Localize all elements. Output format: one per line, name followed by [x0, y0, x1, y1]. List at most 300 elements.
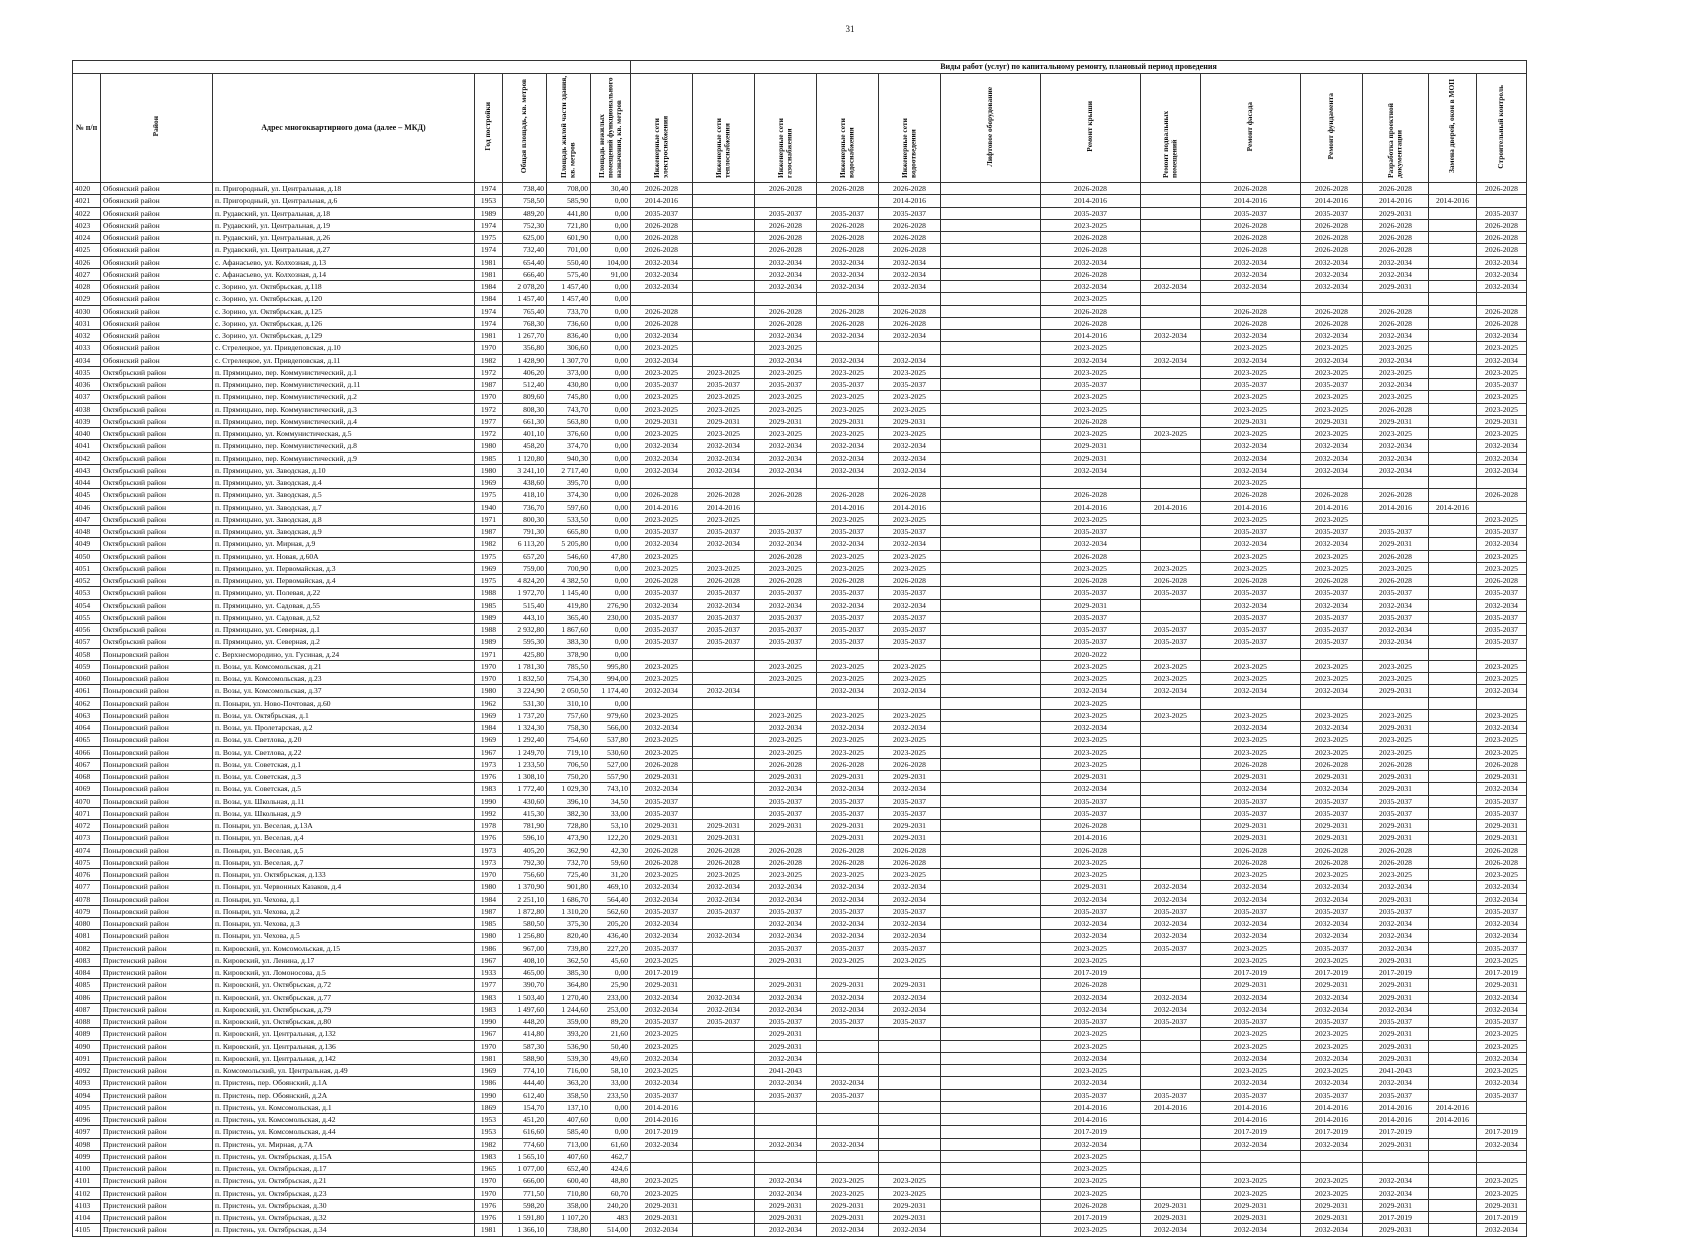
table-cell: 2029-2031 — [1363, 415, 1429, 427]
table-cell — [1201, 293, 1301, 305]
table-cell: 2032-2034 — [817, 685, 879, 697]
table-cell: 2014-2016 — [1301, 501, 1363, 513]
table-cell: 1974 — [475, 219, 503, 231]
table-cell: 1982 — [475, 538, 503, 550]
table-cell: 2026-2028 — [1201, 219, 1301, 231]
table-cell: 1 292,40 — [503, 734, 547, 746]
table-cell: 2023-2025 — [1201, 734, 1301, 746]
table-cell: 4044 — [73, 477, 101, 489]
table-cell: 2023-2025 — [755, 562, 817, 574]
table-cell: 700,90 — [547, 562, 591, 574]
table-cell — [941, 820, 1041, 832]
table-cell: 1985 — [475, 599, 503, 611]
table-cell: 4096 — [73, 1114, 101, 1126]
table-cell: 2023-2025 — [1477, 342, 1527, 354]
table-cell: 4049 — [73, 538, 101, 550]
table-cell: 2032-2034 — [879, 685, 941, 697]
table-cell: 2032-2034 — [1363, 1077, 1429, 1089]
table-cell: 2035-2037 — [631, 942, 693, 954]
table-cell: 2032-2034 — [755, 464, 817, 476]
table-cell: 2029-2031 — [631, 1212, 693, 1224]
table-cell: 654,40 — [503, 256, 547, 268]
table-cell: 2023-2025 — [1201, 1175, 1301, 1187]
table-cell: 2035-2037 — [1363, 1016, 1429, 1028]
table-cell: 2032-2034 — [1301, 452, 1363, 464]
table-cell — [941, 1101, 1041, 1113]
table-cell — [817, 648, 879, 660]
column-header-12 — [941, 74, 1041, 183]
table-cell: Октябрьский район — [101, 624, 213, 636]
table-cell — [879, 1101, 941, 1113]
table-cell — [1429, 317, 1477, 329]
table-cell: 1 781,30 — [503, 660, 547, 672]
table-cell: 2017-2019 — [631, 967, 693, 979]
table-cell: п. Возы, ул. Советская, д.1 — [213, 758, 475, 770]
table-cell: 1 244,60 — [547, 1003, 591, 1015]
table-cell — [693, 1175, 755, 1187]
table-row — [73, 415, 1527, 427]
table-cell: 2014-2016 — [631, 501, 693, 513]
column-header-8 — [693, 74, 755, 183]
table-cell: 137,10 — [547, 1101, 591, 1113]
table-cell — [1141, 869, 1201, 881]
table-row — [73, 1077, 1527, 1089]
table-cell: 2023-2025 — [1477, 428, 1527, 440]
table-cell: 2035-2037 — [1363, 526, 1429, 538]
table-cell: 2023-2025 — [1041, 1163, 1141, 1175]
table-cell — [1429, 746, 1477, 758]
table-cell: п. Пристень, ул. Комсомольская, д.1 — [213, 1101, 475, 1113]
table-cell: 2032-2034 — [1301, 1052, 1363, 1064]
table-cell: 376,60 — [547, 428, 591, 440]
table-cell: 2029-2031 — [1363, 685, 1429, 697]
table-cell: 2032-2034 — [693, 930, 755, 942]
table-cell: Обоянский район — [101, 244, 213, 256]
table-cell: 2035-2037 — [817, 207, 879, 219]
table-cell — [1429, 783, 1477, 795]
table-cell: 4039 — [73, 415, 101, 427]
table-cell: 2032-2034 — [755, 354, 817, 366]
table-cell: 1 270,40 — [547, 991, 591, 1003]
table-cell: Поныровский район — [101, 722, 213, 734]
table-cell: 2029-2031 — [1301, 1212, 1363, 1224]
table-cell: 2029-2031 — [1363, 832, 1429, 844]
table-row — [73, 428, 1527, 440]
table-cell: 2026-2028 — [631, 317, 693, 329]
table-cell: 2026-2028 — [1301, 856, 1363, 868]
table-cell — [693, 746, 755, 758]
table-cell: 2032-2034 — [1041, 722, 1141, 734]
table-cell: Поныровский район — [101, 673, 213, 685]
table-cell — [941, 1028, 1041, 1040]
table-cell — [1429, 660, 1477, 672]
table-cell: 1985 — [475, 452, 503, 464]
table-cell: 2032-2034 — [1201, 256, 1301, 268]
table-cell: 30,40 — [591, 183, 631, 195]
table-cell: 2023-2025 — [1363, 562, 1429, 574]
table-row — [73, 685, 1527, 697]
table-row — [73, 195, 1527, 207]
table-cell: 2029-2031 — [1301, 820, 1363, 832]
table-cell: 2032-2034 — [755, 930, 817, 942]
table-cell: 2035-2037 — [1363, 807, 1429, 819]
table-cell: 2014-2016 — [1041, 195, 1141, 207]
table-cell: 21,60 — [591, 1028, 631, 1040]
table-cell: 2026-2028 — [817, 489, 879, 501]
table-cell: 2023-2025 — [1477, 513, 1527, 525]
table-cell — [631, 697, 693, 709]
table-cell: 2035-2037 — [1301, 624, 1363, 636]
table-cell: 2023-2025 — [1041, 1040, 1141, 1052]
table-cell: 276,90 — [591, 599, 631, 611]
table-cell: 666,40 — [503, 268, 547, 280]
table-cell: 771,50 — [503, 1187, 547, 1199]
table-cell: 2035-2037 — [1301, 526, 1363, 538]
table-cell: 2035-2037 — [631, 1016, 693, 1028]
table-cell: 2023-2025 — [1477, 1065, 1527, 1077]
table-cell: 0,00 — [591, 648, 631, 660]
table-cell — [693, 734, 755, 746]
column-header-9 — [755, 74, 817, 183]
table-cell — [1141, 1065, 1201, 1077]
table-cell: 4073 — [73, 832, 101, 844]
table-cell: 2035-2037 — [1041, 807, 1141, 819]
table-cell: п. Кировский, ул. Комсомольская, д.15 — [213, 942, 475, 954]
table-cell: 2023-2025 — [817, 954, 879, 966]
table-cell: Пристенский район — [101, 1175, 213, 1187]
table-cell — [1041, 477, 1141, 489]
table-cell: 1980 — [475, 464, 503, 476]
works-group-title: Виды работ (услуг) по капитальному ремонту, плановый период проведения — [631, 61, 1527, 74]
table-cell: 0,00 — [591, 342, 631, 354]
table-cell — [755, 477, 817, 489]
table-cell: 4029 — [73, 293, 101, 305]
column-header-label: Район — [151, 116, 161, 137]
table-cell: 227,20 — [591, 942, 631, 954]
table-cell: п. Рудавский, ул. Центральная, д.19 — [213, 219, 475, 231]
table-cell: 0,00 — [591, 697, 631, 709]
table-cell — [941, 807, 1041, 819]
table-cell: Пристенский район — [101, 1016, 213, 1028]
table-cell: 0,00 — [591, 317, 631, 329]
table-row — [73, 1150, 1527, 1162]
table-cell: 2023-2025 — [1201, 562, 1301, 574]
table-row — [73, 501, 1527, 513]
table-cell: 2023-2025 — [1477, 1040, 1527, 1052]
table-cell: 4066 — [73, 746, 101, 758]
table-cell: 2029-2031 — [1301, 832, 1363, 844]
table-cell — [1429, 550, 1477, 562]
table-cell: Октябрьский район — [101, 550, 213, 562]
table-cell: 1953 — [475, 195, 503, 207]
table-cell: 2032-2034 — [817, 991, 879, 1003]
table-cell: 4061 — [73, 685, 101, 697]
table-cell: 1 503,40 — [503, 991, 547, 1003]
table-cell — [1141, 771, 1201, 783]
table-cell: 4037 — [73, 391, 101, 403]
table-cell: 4036 — [73, 379, 101, 391]
table-cell: 732,40 — [503, 244, 547, 256]
table-row — [73, 660, 1527, 672]
table-cell — [1141, 1126, 1201, 1138]
table-cell: 4067 — [73, 758, 101, 770]
table-cell: 2023-2025 — [1363, 366, 1429, 378]
table-cell: Обоянский район — [101, 281, 213, 293]
table-cell — [941, 207, 1041, 219]
table-cell: 4102 — [73, 1187, 101, 1199]
table-cell: п. Возы, ул. Октябрьская, д.1 — [213, 709, 475, 721]
table-cell — [755, 697, 817, 709]
table-cell: 2035-2037 — [817, 624, 879, 636]
table-row — [73, 783, 1527, 795]
table-cell: Поныровский район — [101, 734, 213, 746]
table-cell: п. Пристень, пер. Обоянский, д.2А — [213, 1089, 475, 1101]
table-cell — [1429, 832, 1477, 844]
table-cell: 2032-2034 — [1477, 783, 1527, 795]
table-cell: 2035-2037 — [1141, 905, 1201, 917]
table-cell: 2032-2034 — [755, 1003, 817, 1015]
table-cell: 575,40 — [547, 268, 591, 280]
table-row — [73, 979, 1527, 991]
table-cell: 2026-2028 — [879, 856, 941, 868]
table-cell: Октябрьский район — [101, 464, 213, 476]
table-cell: 2029-2031 — [1363, 1052, 1429, 1064]
table-cell: 2023-2025 — [631, 660, 693, 672]
table-cell: 550,40 — [547, 256, 591, 268]
table-cell: 1970 — [475, 391, 503, 403]
table-cell: 1989 — [475, 611, 503, 623]
column-header-17 — [1363, 74, 1429, 183]
table-row — [73, 795, 1527, 807]
table-cell: Пристенский район — [101, 1089, 213, 1101]
table-cell: 2035-2037 — [879, 526, 941, 538]
table-cell: п. Поныри, ул. Чехова, д.1 — [213, 893, 475, 905]
table-cell — [693, 1199, 755, 1211]
table-cell: 2035-2037 — [817, 636, 879, 648]
table-cell: 774,60 — [503, 1138, 547, 1150]
table-cell: 2035-2037 — [631, 526, 693, 538]
table-cell — [1429, 391, 1477, 403]
table-cell: 2023-2025 — [1301, 550, 1363, 562]
table-cell: 2032-2034 — [1301, 354, 1363, 366]
table-cell: 792,30 — [503, 856, 547, 868]
table-cell — [941, 967, 1041, 979]
table-cell: 356,80 — [503, 342, 547, 354]
table-cell: 253,00 — [591, 1003, 631, 1015]
table-cell: 1953 — [475, 1114, 503, 1126]
table-cell — [693, 709, 755, 721]
table-cell: п. Кировский, ул. Центральная, д.136 — [213, 1040, 475, 1052]
table-cell: 2023-2025 — [755, 428, 817, 440]
table-cell — [941, 1016, 1041, 1028]
table-cell: 2032-2034 — [879, 991, 941, 1003]
table-cell: 2029-2031 — [1363, 1138, 1429, 1150]
table-cell: 2014-2016 — [1041, 1114, 1141, 1126]
table-cell: 2029-2031 — [1363, 954, 1429, 966]
table-cell: 2026-2028 — [817, 758, 879, 770]
table-cell: 2026-2028 — [631, 244, 693, 256]
table-cell: 2032-2034 — [879, 722, 941, 734]
table-cell: 2023-2025 — [1041, 293, 1141, 305]
table-cell: 2026-2028 — [817, 844, 879, 856]
table-cell: 732,70 — [547, 856, 591, 868]
table-cell: 2032-2034 — [817, 599, 879, 611]
table-cell — [1141, 232, 1201, 244]
table-cell: 2014-2016 — [1201, 1101, 1301, 1113]
table-cell: Пристенский район — [101, 967, 213, 979]
table-cell: 4050 — [73, 550, 101, 562]
table-cell — [693, 281, 755, 293]
table-cell — [1429, 477, 1477, 489]
table-cell — [755, 1126, 817, 1138]
table-cell: 2032-2034 — [1301, 440, 1363, 452]
table-cell — [755, 293, 817, 305]
table-cell: 2032-2034 — [1363, 636, 1429, 648]
table-cell: 2035-2037 — [817, 526, 879, 538]
table-cell: 2017-2019 — [1363, 967, 1429, 979]
table-cell: 564,40 — [591, 893, 631, 905]
table-cell — [693, 967, 755, 979]
table-cell: 2032-2034 — [1301, 881, 1363, 893]
table-cell: 2026-2028 — [755, 317, 817, 329]
table-cell: п. Кировский, ул. Октябрьская, д.77 — [213, 991, 475, 1003]
table-cell: 2032-2034 — [1363, 918, 1429, 930]
table-cell: 1986 — [475, 1077, 503, 1089]
table-cell: 4033 — [73, 342, 101, 354]
table-cell: 2026-2028 — [1363, 305, 1429, 317]
table-cell: 2023-2025 — [1301, 342, 1363, 354]
table-cell — [755, 195, 817, 207]
table-cell: 4105 — [73, 1224, 101, 1236]
table-cell: 2026-2028 — [755, 219, 817, 231]
table-cell: 2026-2028 — [631, 219, 693, 231]
table-cell — [1141, 1163, 1201, 1175]
table-cell: 4072 — [73, 820, 101, 832]
table-cell: 1970 — [475, 869, 503, 881]
table-cell: 2017-2019 — [1301, 967, 1363, 979]
table-cell: 2035-2037 — [631, 905, 693, 917]
table-cell: 4097 — [73, 1126, 101, 1138]
table-cell: 1970 — [475, 660, 503, 672]
table-cell — [693, 183, 755, 195]
table-cell — [1141, 1028, 1201, 1040]
table-cell — [1141, 513, 1201, 525]
table-cell: 2032-2034 — [755, 783, 817, 795]
table-cell: 1 565,10 — [503, 1150, 547, 1162]
table-cell — [879, 1052, 941, 1064]
table-cell: 2032-2034 — [817, 1138, 879, 1150]
table-cell: 2014-2016 — [1041, 501, 1141, 513]
table-cell: п. Возы, ул. Комсомольская, д.23 — [213, 673, 475, 685]
table-cell: 2023-2025 — [755, 342, 817, 354]
table-cell — [941, 979, 1041, 991]
table-cell: 2029-2031 — [1201, 832, 1301, 844]
table-cell: 2032-2034 — [1041, 256, 1141, 268]
table-cell — [1429, 856, 1477, 868]
table-cell: 537,80 — [591, 734, 631, 746]
table-cell: 4085 — [73, 979, 101, 991]
table-cell: 2026-2028 — [817, 232, 879, 244]
table-cell: 1987 — [475, 379, 503, 391]
table-cell: 2023-2025 — [1041, 562, 1141, 574]
table-cell: 809,60 — [503, 391, 547, 403]
table-cell: 2026-2028 — [1477, 844, 1527, 856]
table-cell: 31,20 — [591, 869, 631, 881]
table-cell: 2023-2025 — [1477, 1175, 1527, 1187]
table-cell: 59,60 — [591, 856, 631, 868]
table-cell: 512,40 — [503, 379, 547, 391]
table-cell: 2032-2034 — [1041, 354, 1141, 366]
table-cell — [693, 1101, 755, 1113]
table-cell: 2032-2034 — [817, 354, 879, 366]
table-cell: 2023-2025 — [1301, 1065, 1363, 1077]
table-cell: 1982 — [475, 354, 503, 366]
table-cell: 2032-2034 — [1477, 918, 1527, 930]
table-cell — [1141, 1052, 1201, 1064]
table-cell: п. Возы, ул. Светлова, д.20 — [213, 734, 475, 746]
table-cell: 419,80 — [547, 599, 591, 611]
table-cell: 2035-2037 — [631, 587, 693, 599]
table-cell: 2032-2034 — [755, 440, 817, 452]
table-cell: 2029-2031 — [755, 1028, 817, 1040]
table-cell — [1141, 219, 1201, 231]
table-cell: Поныровский район — [101, 758, 213, 770]
table-cell: 2023-2025 — [1477, 1028, 1527, 1040]
table-cell — [755, 1163, 817, 1175]
table-cell: 2026-2028 — [1301, 219, 1363, 231]
table-cell: 4083 — [73, 954, 101, 966]
table-cell: 2023-2025 — [1141, 673, 1201, 685]
table-row — [73, 1040, 1527, 1052]
table-cell: 0,00 — [591, 587, 631, 599]
table-cell: с. Стрелецкое, ул. Привдеповская, д.10 — [213, 342, 475, 354]
table-cell: 2035-2037 — [1041, 905, 1141, 917]
table-cell: 1 233,50 — [503, 758, 547, 770]
table-cell: 1970 — [475, 1187, 503, 1199]
table-cell: 716,00 — [547, 1065, 591, 1077]
table-cell: 2029-2031 — [755, 1199, 817, 1211]
table-cell: 2035-2037 — [1201, 807, 1301, 819]
table-cell: 2026-2028 — [755, 244, 817, 256]
table-cell: 2032-2034 — [817, 783, 879, 795]
table-cell: 2023-2025 — [1201, 477, 1301, 489]
table-cell: 2035-2037 — [1041, 795, 1141, 807]
table-cell: 2032-2034 — [1041, 991, 1141, 1003]
table-cell: 2032-2034 — [631, 1138, 693, 1150]
table-cell: 408,10 — [503, 954, 547, 966]
table-cell: 2014-2016 — [1301, 195, 1363, 207]
table-cell: 2023-2025 — [693, 391, 755, 403]
table-cell: п. Пристень, ул. Октябрьская, д.32 — [213, 1212, 475, 1224]
table-cell: 2014-2016 — [1201, 1114, 1301, 1126]
table-cell: 2023-2025 — [879, 391, 941, 403]
table-cell: 2032-2034 — [693, 452, 755, 464]
table-cell: 2032-2034 — [631, 1077, 693, 1089]
table-cell: 2023-2025 — [755, 869, 817, 881]
table-cell: 2029-2031 — [1363, 722, 1429, 734]
table-row — [73, 281, 1527, 293]
table-cell: 2023-2025 — [817, 428, 879, 440]
table-cell — [1141, 526, 1201, 538]
table-row — [73, 1187, 1527, 1199]
table-cell: 0,00 — [591, 415, 631, 427]
table-cell: 967,00 — [503, 942, 547, 954]
table-cell: 2032-2034 — [1201, 930, 1301, 942]
table-cell: 587,30 — [503, 1040, 547, 1052]
column-header-7 — [631, 74, 693, 183]
table-cell: 2029-2031 — [817, 832, 879, 844]
table-cell: 765,40 — [503, 305, 547, 317]
